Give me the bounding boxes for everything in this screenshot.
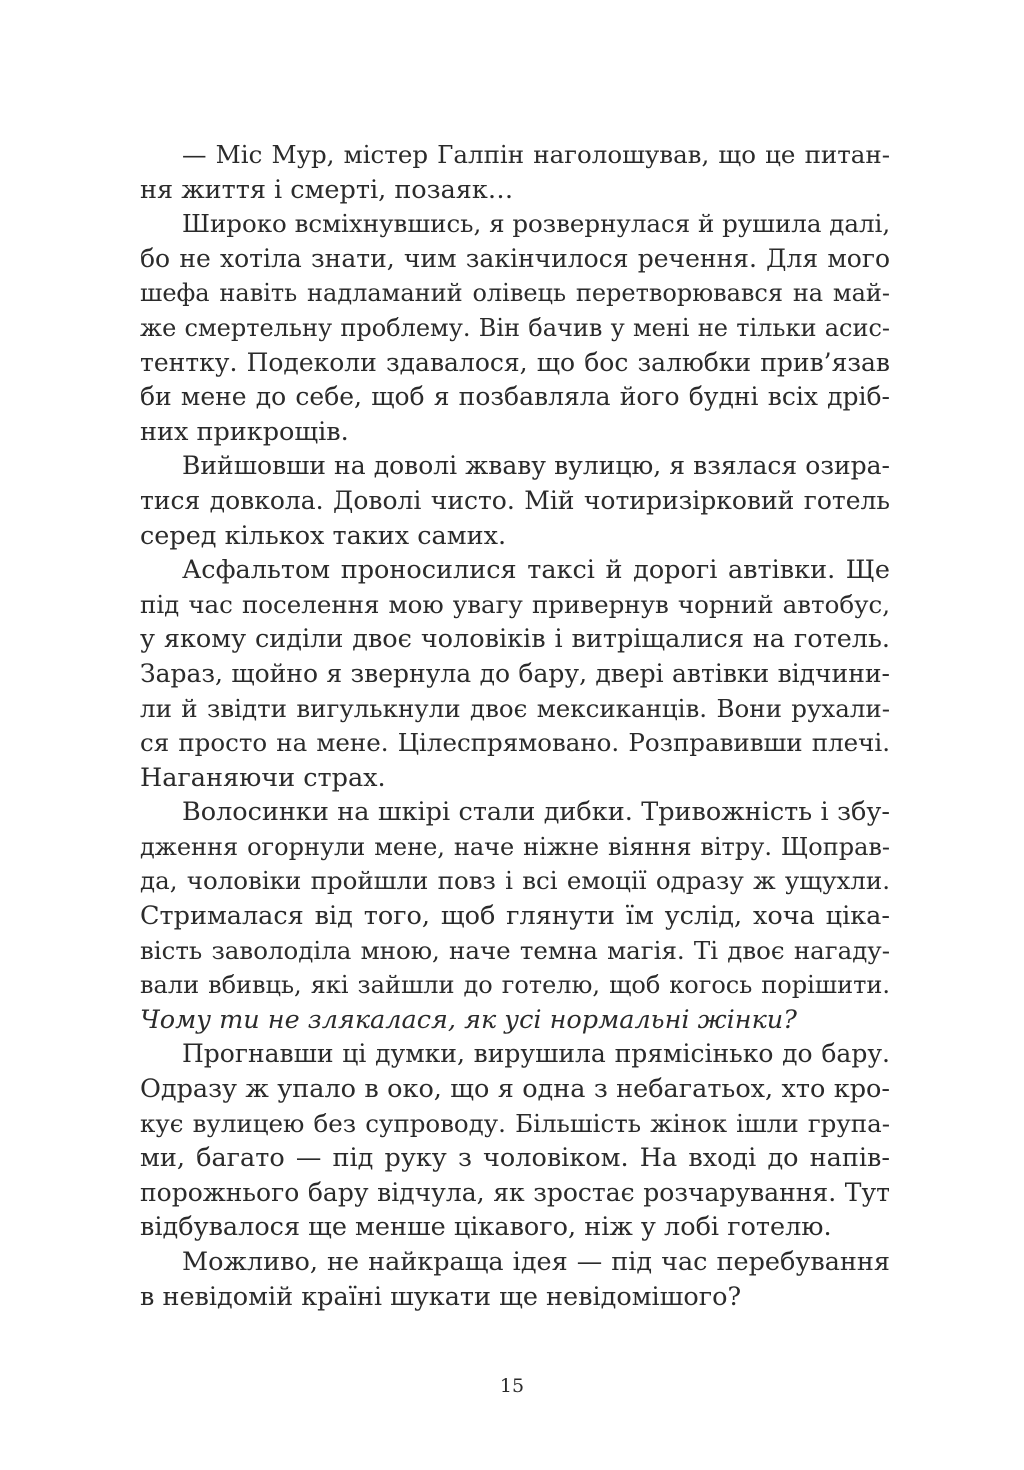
paragraph [140, 795, 890, 1037]
text-line: бо не хотіла знати, чим закінчилося речення. Для мого [140, 243, 890, 273]
text-line: Стрималася від того, щоб глянути їм услід, хоча ціка- [140, 901, 890, 932]
text-line: під час поселення мою увагу привернув чорний автобус, [140, 589, 890, 619]
text-line: ли й звідти вигулькнули двоє мексиканців. Вони рухали- [140, 693, 890, 723]
text-line: Асфальтом проносилися таксі й дорогі автівки. Ще [182, 555, 890, 586]
text-line: Наганяючи страх. [140, 762, 386, 793]
text-line: да, чоловіки пройшли повз і всі емоції одразу ж ущухли. [140, 866, 890, 896]
text-line: же смертельну проблему. Він бачив у мені не тільки асис- [140, 313, 890, 342]
text-line: Вийшовши на доволі жваву вулицю, я взялася озира- [182, 451, 890, 481]
text-line: би мене до себе, щоб я позбавляла його будні всіх дріб- [140, 382, 890, 412]
text-line: ми, багато — під руку з чоловіком. На вході до напів- [140, 1143, 890, 1174]
text-line: Можливо, не найкраща ідея — під час перебування [182, 1247, 890, 1277]
text-line: них прикрощів. [140, 416, 349, 447]
text-line: тентку. Подеколи здавалося, що бос залюбки прив’язав [140, 347, 890, 377]
text-line: — Міс Мур, містер Галпін наголошував, що це питан- [182, 140, 890, 169]
paragraph [140, 138, 890, 207]
text-line: Одразу ж упало в око, що я одна з небагатьох, хто кро- [140, 1074, 890, 1105]
text-line: в невідомій країні шукати ще невідомішого? [140, 1281, 742, 1312]
text-line: ся просто на мене. Цілеспрямовано. Розправивши плечі. [140, 728, 890, 758]
text-line: кує вулицею без супроводу. Більшість жінок ішли група- [140, 1108, 890, 1138]
text-line: відбувалося ще менше цікавого, ніж у лобі готелю. [140, 1212, 832, 1243]
text-line: порожнього бару відчула, як зростає розчарування. Тут [140, 1177, 890, 1207]
text-line: Зараз, щойно я звернула до бару, двері автівки відчини- [140, 658, 890, 688]
text-line: вали вбивць, які зайшли до готелю, щоб когось порішити. [140, 971, 890, 1000]
text-line: Волосинки на шкірі стали дибки. Тривожність і збу- [182, 797, 890, 828]
page-number: 15 [499, 1375, 525, 1397]
text-line: тися довкола. Доволі чисто. Мій чотиризірковий готель [140, 485, 890, 515]
paragraph [140, 207, 890, 449]
text-line: серед кількох таких самих. [140, 520, 507, 551]
paragraph [140, 1037, 890, 1245]
text-line: Чому ти не злякалася, як усі нормальні жінки? [140, 1004, 797, 1035]
body-text [140, 138, 890, 1314]
text-line: у якому сиділи двоє чоловіків і витріщалися на готель. [140, 624, 890, 655]
text-line: вість заволоділа мною, наче темна магія. Ті двоє нагаду- [140, 935, 890, 965]
paragraph [140, 553, 890, 795]
text-line: шефа навіть надламаний олівець перетворювався на май- [140, 279, 890, 308]
text-line: дження огорнули мене, наче ніжне віяння вітру. Щоправ- [140, 832, 890, 861]
text-line: Прогнавши ці думки, вирушила прямісінько до бару. [182, 1039, 890, 1069]
paragraph [140, 1245, 890, 1314]
text-line: Широко всміхнувшись, я розвернулася й рушила далі, [182, 209, 891, 239]
text-line: ня життя і смерті, позаяк… [140, 174, 514, 205]
paragraph [140, 449, 890, 553]
